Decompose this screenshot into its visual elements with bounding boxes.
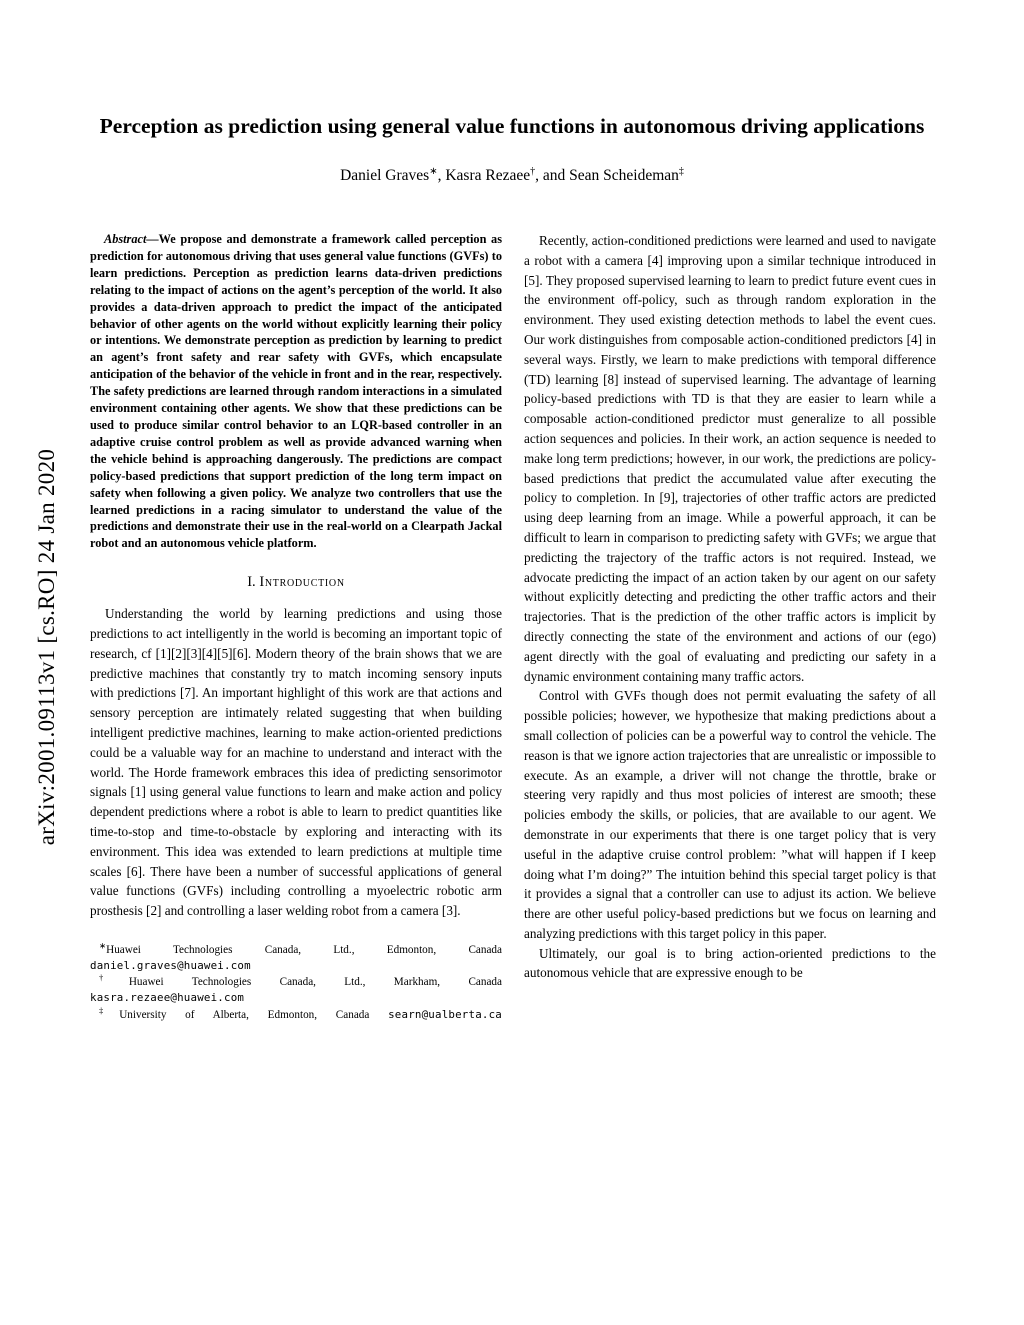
abstract-paragraph <box>90 231 502 552</box>
section-number: I. <box>247 574 256 591</box>
footnote <box>90 940 502 975</box>
footnote-affiliation: Huawei Technologies Canada, Ltd., Edmonton, Canada <box>106 943 502 956</box>
authors-line <box>0 167 1024 185</box>
left-column <box>90 231 502 1023</box>
footnote-mark: ∗ <box>99 940 107 951</box>
footnote <box>90 972 502 1007</box>
section-heading-introduction <box>90 574 502 591</box>
footnote-affiliation-line <box>90 972 502 990</box>
footnote-email: kasra.rezaee@huawei.com <box>90 991 245 1005</box>
footnote-affiliation: Huawei Technologies Canada, Ltd., Markham, Canada <box>128 975 502 988</box>
two-column-body <box>90 231 936 1023</box>
right-column <box>524 231 936 1023</box>
author-mark: ‡ <box>678 165 684 177</box>
author-name: Kasra Rezaee <box>445 167 531 184</box>
paper-title: Perception as prediction using general value functions in autonomous driving applications <box>99 114 925 138</box>
author-name: Daniel Graves <box>340 167 430 184</box>
footnote-email: searn@ualberta.ca <box>388 1007 502 1021</box>
arxiv-sidebar-text: arXiv:2001.09113v1 [cs.RO] 24 Jan 2020 <box>34 448 59 846</box>
author-separator: , <box>437 167 446 184</box>
intro-paragraph: Understanding the world by learning predictions and using those predictions to act intelligently in the world is becoming an important topic of research, cf [1][2][3][4][5][6]. Modern theory of the brain shows that we are predictive machines that constantly try to match incoming sensory inputs with predictions [7]. An important highlight of this work are that actions and sensory perception are intimately related suggesting that when building intelligent predictive machines, learning to make action-oriented predictions could be a valuable way for an machine to understand and interact with the world. The Horde framework embraces this idea of predicting sensorimotor signals [1] using general value functions to learn and make action and policy dependent predictions where a robot is able to learn to predict quantities like time-to-stop and time-to-obstacle by exploring and interacting with its environment. This idea was extended to learn predictions at multiple time scales [6]. There have been a number of successful applications of general value functions (GVFs) including controlling a myoelectric robotic arm prosthesis [2] and controlling a laser welding robot from a camera [3]. <box>90 606 502 919</box>
footnote-email: daniel.graves@huawei.com <box>90 959 251 973</box>
footnote-affiliation: University of Alberta, Edmonton, Canada <box>119 1008 370 1021</box>
author-name: Sean Scheideman <box>569 167 679 184</box>
author-mark: † <box>530 165 536 177</box>
footnote-mark: ‡ <box>99 1004 120 1015</box>
footnote-affiliation-line <box>90 1004 502 1023</box>
author-separator: , and <box>535 167 570 184</box>
control-gvfs-paragraph: Control with GVFs though does not permit evaluating the safety of all possible policies; however, we hypothesize that making predictions about a small collection of policies can be a powerful way to control the vehicle. The reason is that we ignore action trajectories that are unrealistic or impossible to execute. As an example, a driver will not change the throttle, brake or steering very rapidly and thus most policies of interest are smooth; these policies embody the skills, or policies, that are available to our agent. We demonstrate in our experiments that there is one target policy that is very useful in the adaptive cruise control problem: ”what will happen if I keep doing what I’m doing?” The intuition behind this special target policy is that it provides a signal that a controller can use to adjust its action. We believe there are other useful policy-based predictions but we focus on learning and analyzing predictions with this target policy in this paper. <box>524 688 936 941</box>
footnote-mark: † <box>99 972 129 983</box>
footnotes <box>90 940 502 1023</box>
author-mark: ∗ <box>429 165 438 177</box>
abstract-label: Abstract— <box>104 232 159 246</box>
section-title: Introduction <box>259 574 345 591</box>
related-work-paragraph: Recently, action-conditioned predictions were learned and used to navigate a robot with a camera [4] improving upon a similar technique introduced in [5]. They proposed supervised learning to learn to predict future event cues in the environment off-policy, such as through random exploration in the environment. They used existing detection methods to label the event cues. Our work distinguishes from composable action-conditioned predictors [4] in several ways. Firstly, we learn to make predictions with temporal difference (TD) learning [8] instead of supervised learning. The advantage of learning policy-based predictions with TD is that they are easier to learn while a composable action-conditioned predictor must generalize to all possible action sequences and policies. In their work, an action sequence is needed to make long term predictions; however, in our work, the predictions are policy-based predictions that predict the accumulated value after executing the policy to completion. In [9], trajectories of other traffic actors are predicted using deep learning from an image. While a powerful approach, it can be difficult to learn in comparison to predicting safety with GVFs; we argue that predicting the trajectory of the traffic actors is not required. Instead, we advocate predicting the impact of an action taken by our agent on our safety without explicitly detecting and predicting the other traffic actors and their trajectories. That is the prediction of the other traffic actors is implicit by directly connecting the state of the environment and actions of our (ego) agent directly with the goal of evaluating and predicting our safety in a dynamic environment containing many traffic actors. <box>524 233 936 684</box>
footnote <box>90 1004 502 1023</box>
footnote-affiliation-line <box>90 940 502 958</box>
goal-paragraph: Ultimately, our goal is to bring action-oriented predictions to the autonomous vehicle that are expressive enough to be <box>524 945 936 981</box>
abstract-text: We propose and demonstrate a framework called perception as prediction for autonomous driving that uses general value functions (GVFs) to learn predictions. Perception as prediction learns data-driven predictions relating to the impact of actions on the agent’s perception of the world. It also provides a data-driven approach to predict the impact of the anticipated behavior of other agents on the world without explicitly learning their policy or intentions. We demonstrate perception as prediction by learning to predict an agent’s front safety and rear safety with GVFs, which encapsulate anticipation of the behavior of the vehicle in front and in the rear, respectively. The safety predictions are learned through random interactions in a simulated environment containing other agents. We show that these predictions can be used to produce similar control behavior to an LQR-based controller in an adaptive cruise control problem as well as provide advanced warning when the vehicle behind is approaching dangerously. The predictions are compact policy-based predictions that support prediction of the long term impact on safety when following a given policy. We analyze two controllers that use the learned predictions in a racing simulator to understand the value of the predictions and demonstrate their use in the real-world on a Clearpath Jackal robot and an autonomous vehicle platform. <box>90 232 502 551</box>
